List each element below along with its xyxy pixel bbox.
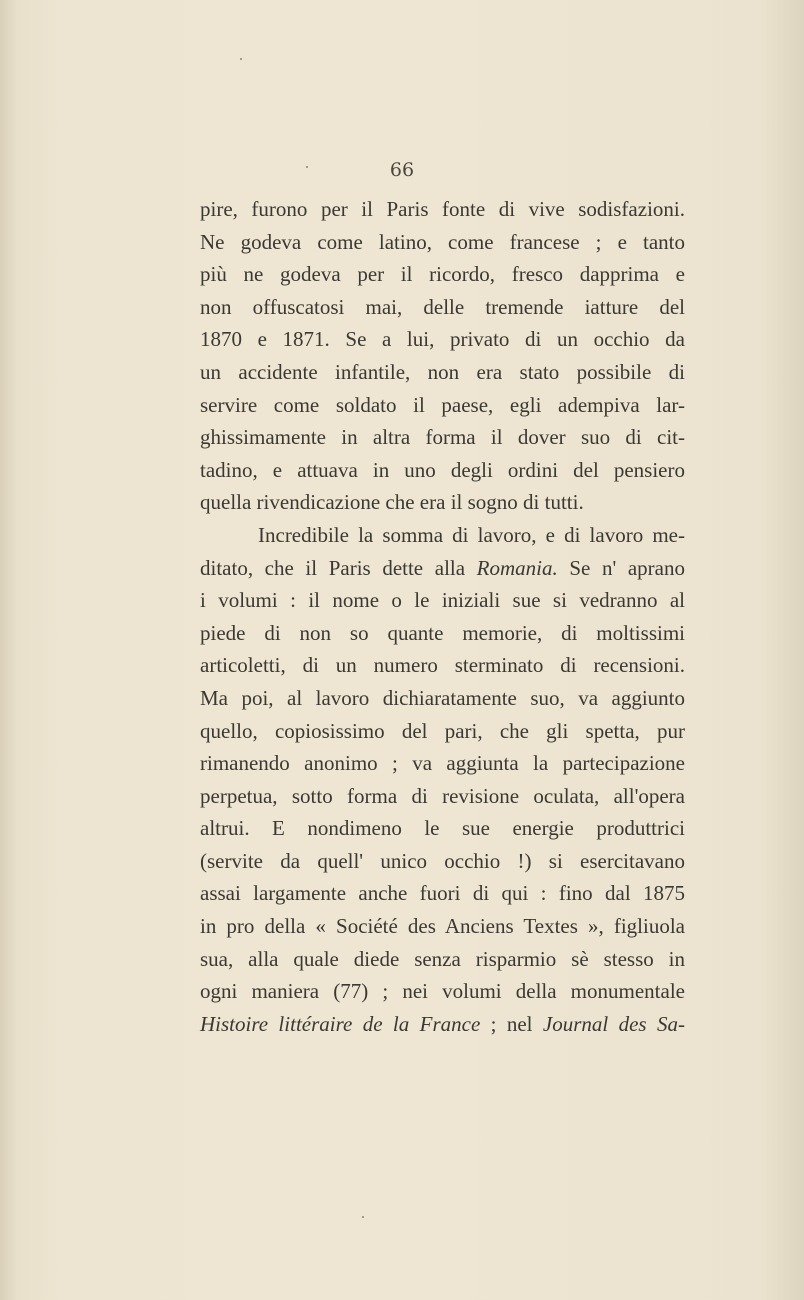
journal-title-romania: Romania. — [476, 555, 558, 580]
paragraph-end-line: quella rivendicazione che era il sogno di tutti. — [200, 490, 584, 515]
paragraph-start-line — [200, 519, 685, 552]
text-line: (servite da quell' unico occhio !) si esercitavano — [200, 848, 685, 873]
text-line: perpetua, sotto forma di revisione oculata, all'opera — [200, 783, 685, 808]
text-line: 1870 e 1871. Se a lui, privato di un occhio da — [200, 327, 685, 352]
text-span: ditato, che il Paris dette alla — [200, 555, 477, 580]
book-title-histoire: Histoire littéraire de la France — [200, 1011, 481, 1036]
text-line: servire come soldato il paese, egli adempiva lar- — [200, 392, 685, 417]
text-line: Ne godeva come latino, come francese ; e tanto — [200, 229, 685, 254]
text-line: altrui. E nondimeno le sue energie produttrici — [200, 816, 685, 841]
text-span: Se n' aprano — [557, 555, 685, 580]
text-line: quello, copiosissimo del pari, che gli spetta, pur — [200, 718, 685, 743]
paper-speck — [240, 58, 242, 60]
text-line: rimanendo anonimo ; va aggiunta la partecipazione — [200, 751, 685, 776]
text-line: piede di non so quante memorie, di moltissimi — [200, 620, 685, 645]
text-line: ogni maniera (77) ; nei volumi della monumentale — [200, 979, 685, 1004]
text-line: Ma poi, al lavoro dichiaratamente suo, va aggiunto — [200, 685, 685, 710]
text-line: articoletti, di un numero sterminato di recensioni. — [200, 653, 685, 678]
page-number: 66 — [389, 159, 415, 181]
text-line — [200, 1008, 685, 1041]
text-line: pire, furono per il Paris fonte di vive sodisfazioni. — [200, 197, 685, 221]
journal-title-savants: Journal des Sa- — [542, 1011, 685, 1036]
text-line: tadino, e attuava in uno degli ordini del pensiero — [200, 457, 685, 482]
text-line: non offuscatosi mai, delle tremende iatture del — [200, 294, 685, 319]
text-line: i volumi : il nome o le iniziali sue si vedranno al — [200, 588, 685, 613]
text-line: ghissimamente in altra forma il dover suo di cit- — [200, 425, 685, 450]
paper-speck — [362, 1216, 364, 1218]
body-text — [200, 193, 685, 1040]
text-line: un accidente infantile, non era stato possibile di — [200, 359, 685, 384]
text-line — [200, 552, 685, 585]
text-line: sua, alla quale diede senza risparmio sè stesso in — [200, 946, 685, 971]
text-span: ; nel — [480, 1011, 543, 1036]
text-span: Incredibile la somma di lavoro, e di lavoro me- — [258, 522, 685, 547]
text-line: più ne godeva per il ricordo, fresco dapprima e — [200, 262, 685, 287]
text-line: in pro della « Société des Anciens Textes », figliuola — [200, 914, 685, 939]
text-line: assai largamente anche fuori di qui : fino dal 1875 — [200, 881, 685, 906]
